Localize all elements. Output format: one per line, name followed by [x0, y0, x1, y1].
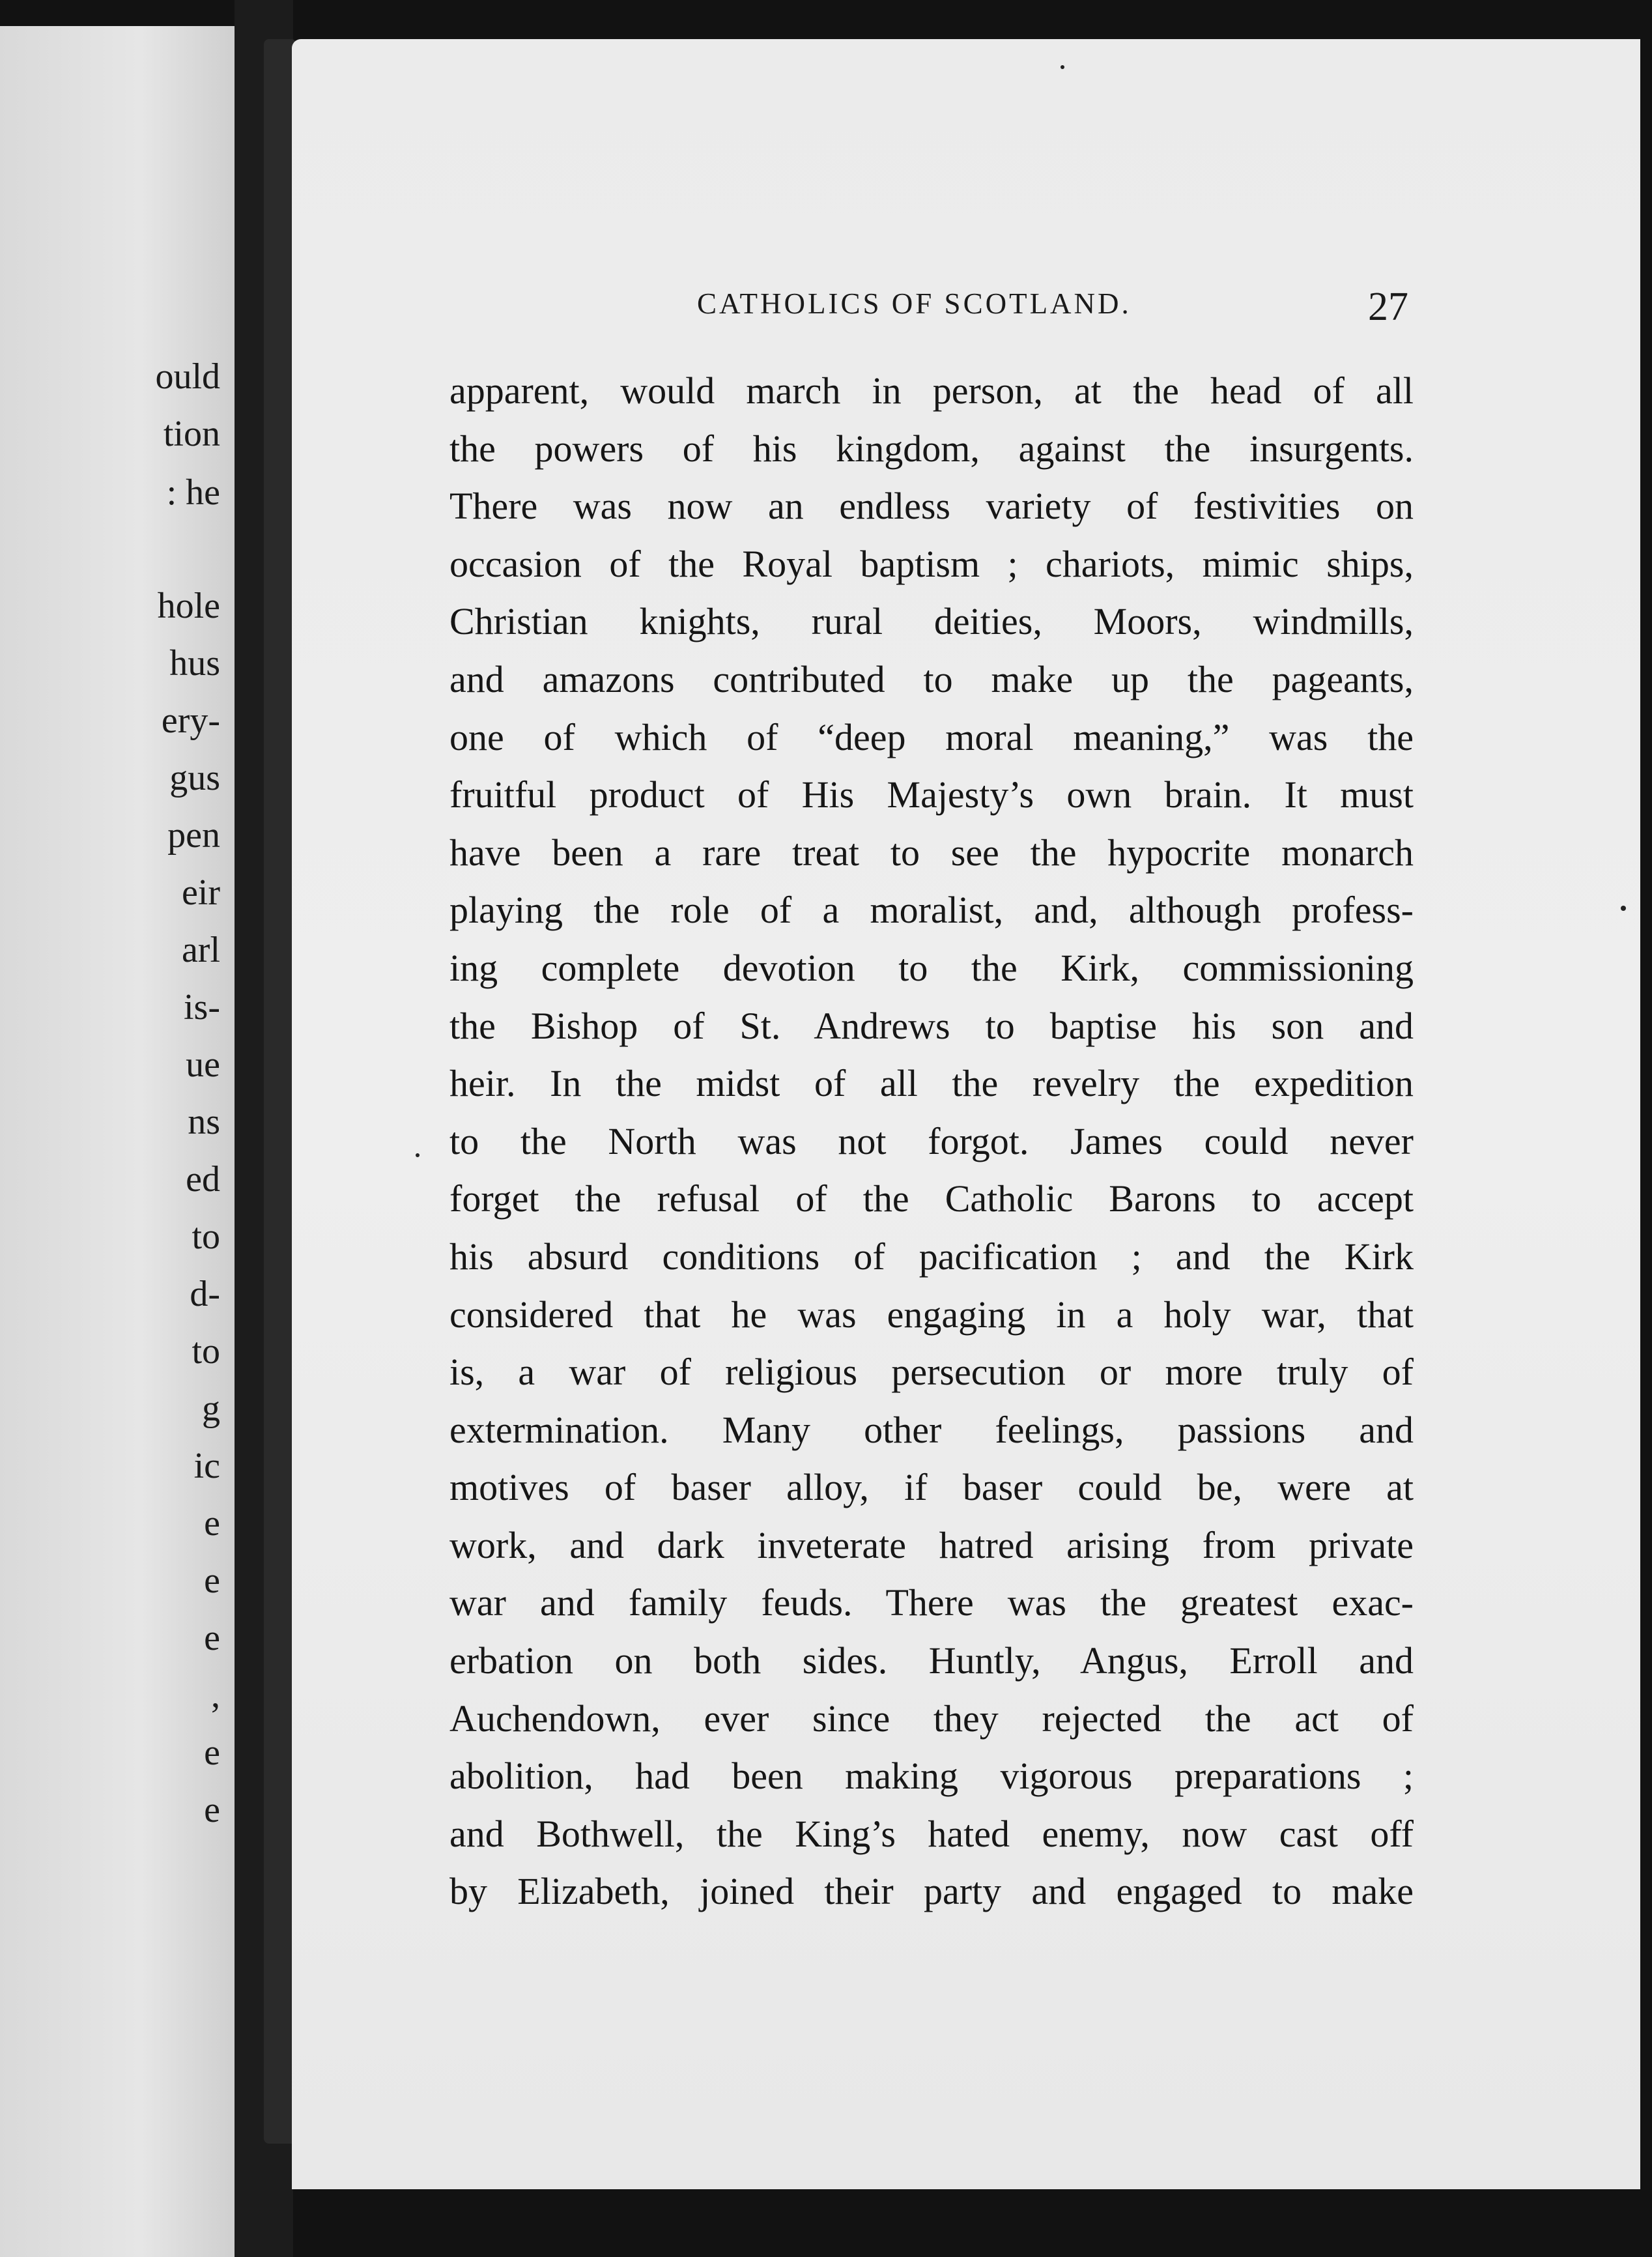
text-line: motives of baser alloy, if baser could be, were at [449, 1466, 1414, 1509]
text-line: erbation on both sides. Huntly, Angus, Erroll and [449, 1639, 1414, 1682]
left-fragment-line: , [211, 1675, 220, 1716]
left-fragment-line: pen [167, 815, 220, 855]
running-head: CATHOLICS OF SCOTLAND. [697, 287, 1132, 320]
left-fragment-line: ery- [161, 700, 220, 741]
left-page-fragment [0, 26, 235, 2257]
left-fragment-line: ic [193, 1446, 220, 1486]
text-line: to the North was not forgot. James could never [449, 1119, 1414, 1162]
text-line: extermination. Many other feelings, passions and [449, 1408, 1414, 1451]
dust-speck [1061, 65, 1064, 69]
body-text [449, 362, 1414, 1921]
dust-speck [416, 1153, 420, 1157]
text-line: fruitful product of His Majesty’s own brain. It must [449, 773, 1414, 816]
text-line: abolition, had been making vigorous preparations ; [449, 1755, 1414, 1798]
left-fragment-line: e [204, 1560, 220, 1601]
left-fragment-line: ns [188, 1102, 220, 1142]
text-line: heir. In the midst of all the revelry the expedition [449, 1062, 1414, 1105]
text-line: and Bothwell, the King’s hated enemy, now cast off [449, 1812, 1414, 1855]
text-line: and amazons contributed to make up the pageants, [449, 657, 1414, 700]
text-line: Christian knights, rural deities, Moors, windmills, [449, 600, 1414, 643]
text-line: war and family feuds. There was the greatest exac- [449, 1581, 1414, 1624]
text-line: forget the refusal of the Catholic Barons to accept [449, 1177, 1414, 1220]
left-fragment-line: arl [181, 930, 220, 970]
left-fragment-line: e [204, 1618, 220, 1658]
left-fragment-line: : he [166, 472, 220, 513]
text-line: playing the role of a moralist, and, although profess- [449, 889, 1414, 932]
left-fragment-line: ed [186, 1159, 220, 1200]
left-fragment-line: hole [157, 586, 220, 626]
text-line: occasion of the Royal baptism ; chariots, mimic ships, [449, 542, 1414, 585]
text-line: ing complete devotion to the Kirk, commissioning [449, 946, 1414, 989]
text-line: There was now an endless variety of festivities on [449, 485, 1414, 528]
left-fragment-line: e [204, 1732, 220, 1773]
text-line: have been a rare treat to see the hypocrite monarch [449, 831, 1414, 874]
text-line: the powers of his kingdom, against the insurgents. [449, 427, 1414, 470]
text-line: his absurd conditions of pacification ; and the Kirk [449, 1235, 1414, 1278]
left-fragment-line: e [204, 1503, 220, 1544]
left-fragment-line: tion [163, 414, 220, 454]
left-fragment-line: ue [186, 1044, 220, 1085]
left-fragment-line: e [204, 1790, 220, 1830]
left-fragment-line: g [202, 1388, 220, 1429]
left-fragment-line: hus [169, 643, 220, 683]
left-fragment-line: d- [190, 1274, 220, 1314]
text-line: Auchendown, ever since they rejected the act of [449, 1697, 1414, 1740]
text-line: one of which of “deep moral meaning,” was the [449, 715, 1414, 758]
text-line: considered that he was engaging in a holy war, that [449, 1293, 1414, 1336]
left-fragment-line: is- [184, 987, 220, 1028]
text-line: the Bishop of St. Andrews to baptise his son and [449, 1004, 1414, 1047]
text-line: work, and dark inveterate hatred arising from private [449, 1523, 1414, 1566]
text-line: is, a war of religious persecution or more truly of [449, 1351, 1414, 1394]
left-fragment-line: gus [169, 758, 220, 798]
text-line: by Elizabeth, joined their party and engaged to make [449, 1870, 1414, 1913]
text-line: apparent, would march in person, at the head of all [449, 369, 1414, 412]
left-fragment-line: ould [155, 356, 220, 397]
page-number: 27 [1368, 285, 1408, 329]
left-fragment-line: to [192, 1331, 220, 1372]
left-fragment-line: eir [181, 872, 220, 913]
left-fragment-line: to [192, 1216, 220, 1257]
dust-speck [1621, 906, 1626, 911]
